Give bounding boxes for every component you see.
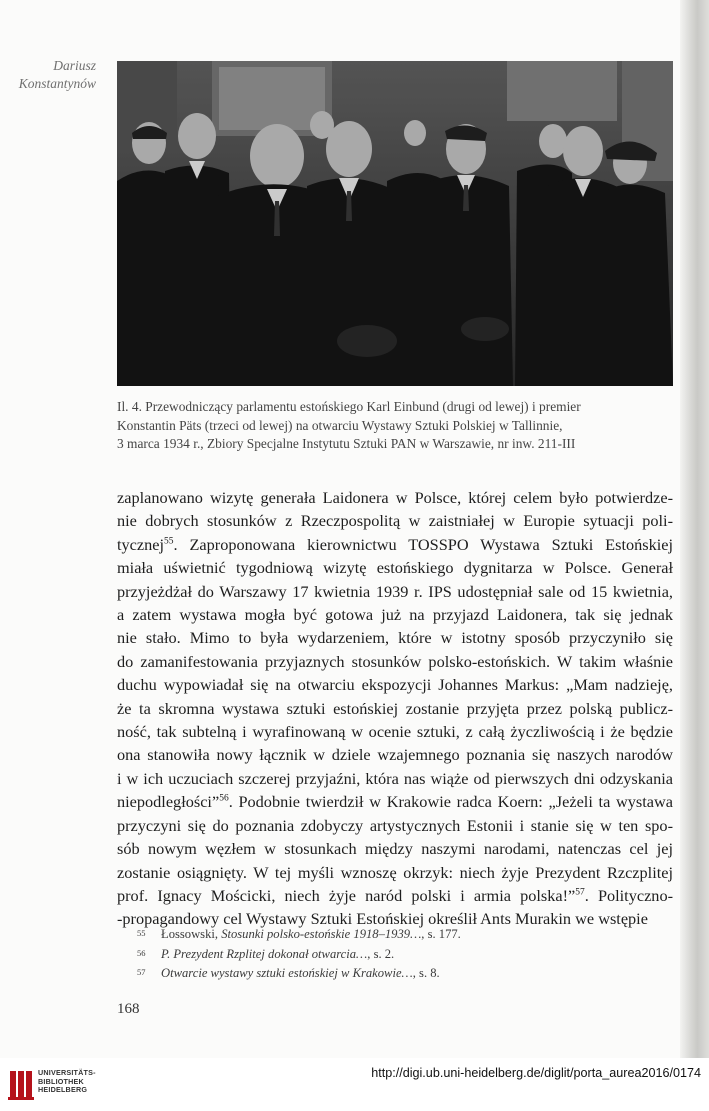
figure-caption — [117, 398, 673, 454]
footnote — [137, 964, 657, 984]
body-line — [117, 626, 673, 649]
caption-line: 3 marca 1934 r., Zbiory Specjalne Instytutu Sztuki PAN w Warszawie, nr inw. 211-III — [117, 436, 576, 451]
footnote-number: 55 — [137, 928, 146, 938]
footnote-title: Otwarcie wystawy sztuki estońskiej w Krakowie… — [161, 966, 413, 980]
body-line-text: niepodległości” — [117, 792, 220, 812]
body-line — [117, 743, 673, 766]
library-logo-icon — [8, 1067, 34, 1103]
body-line-text: tycznej — [117, 534, 165, 554]
footnote-page: , s. 2. — [367, 946, 395, 961]
body-line-text: i w ich uczuciach szczerej przyjaźni, która nas wiąże od pierwszych dni odzyskania — [117, 768, 673, 788]
footnote — [137, 945, 657, 965]
body-line-text: duchu wypowiadał się na otwarciu ekspozycji Johannes Markus: „Mam nadzieję, — [117, 675, 673, 695]
body-line-text: -propagandowy cel Wystawy Sztuki Estońskiej określił Ants Murakin we wstępie — [117, 909, 648, 929]
body-line-text: . Polityczno- — [584, 885, 674, 905]
body-line — [117, 509, 673, 532]
caption-line: Il. 4. Przewodniczący parlamentu estońskiego Karl Einbund (drugi od lewej) i premier — [117, 399, 581, 414]
footnote-page: , s. 8. — [412, 966, 440, 980]
body-line — [117, 673, 673, 696]
body-line-text: . Zaproponowana kierownictwu TOSSPO Wystawa Sztuki Estońskiej — [173, 534, 673, 554]
body-line-text: przyjeżdżał do Warszawy 17 kwietnia 1939 r. IPS udostępniał sale od 15 kwietnia, — [117, 581, 673, 601]
photo-illustration — [117, 61, 673, 386]
running-head — [8, 57, 96, 93]
body-line-text: że ta skromna wystawa sztuki estońskiej zostanie przyjęta przez polską publicz- — [117, 698, 673, 718]
logo-text-line: UNIVERSITÄTS- — [38, 1068, 96, 1077]
body-line — [117, 884, 673, 907]
body-line-text: sób nowym węzłem w stosunkach między naszymi narodami, natenczas cel jej — [117, 839, 673, 859]
body-line — [117, 790, 673, 813]
body-line-text: nie stało. Mimo to była wydarzeniem, które w istotny sposób przyczyniło się — [117, 628, 673, 648]
body-line-text: ona stanowiła nowy łącznik w dziele wzajemnego poznania się naszych narodów — [117, 745, 673, 765]
caption-line: Konstantin Päts (trzeci od lewej) na otwarciu Wystawy Sztuki Polskiej w Tallinnie, — [117, 417, 563, 433]
body-line-text: prof. Ignacy Mościcki, niech żyje naród polski i armia polska!” — [117, 885, 576, 905]
body-line-text: zostanie osiągnięty. W tej myśli wznoszę okrzyk: niech żyje Prezydent Rzczplitej — [117, 862, 673, 882]
page-edge-shadow — [680, 0, 709, 1058]
library-logo-text — [38, 1069, 96, 1095]
body-line-text: zaplanowano wizytę generała Laidonera w Polsce, której celem było potwierdze- — [117, 488, 673, 507]
body-line — [117, 533, 673, 556]
body-paragraph — [117, 486, 673, 931]
page-number: 168 — [117, 1001, 140, 1017]
running-head-author-first: Dariusz — [53, 58, 96, 73]
body-line — [117, 837, 673, 860]
footnote-title: P. Prezydent Rzplitej dokonał otwarcia… — [161, 946, 368, 961]
footnote-author: Łossowski, — [161, 927, 222, 941]
footnote-number: 56 — [137, 947, 146, 958]
footnote-page: , s. 177. — [421, 927, 461, 941]
body-line-text: do zamanifestowania przyjaznych stosunków polsko-estońskich. W takim właśnie — [117, 651, 673, 671]
body-line — [117, 603, 673, 626]
body-line — [117, 814, 673, 837]
body-line — [117, 556, 673, 579]
body-line — [117, 580, 673, 603]
body-line-text: miała uświetnić tygodniową wizytę estońskiego dygnitarza w Polsce. Generał — [117, 558, 673, 578]
footnote-title: Stosunki polsko-estońskie 1918–1939… — [221, 927, 422, 941]
body-line-text: przyczyni się do poznania zdobyczy artystycznych Estonii i stanie się w ten spo- — [117, 815, 673, 835]
logo-text-line: BIBLIOTHEK — [38, 1076, 84, 1086]
body-line — [117, 697, 673, 720]
body-line — [117, 861, 673, 884]
footnote-reference[interactable]: 55 — [164, 536, 174, 547]
footnote-reference[interactable]: 56 — [219, 793, 229, 804]
source-url-link[interactable]: http://digi.ub.uni-heidelberg.de/diglit/porta_aurea2016/0174 — [371, 1066, 701, 1080]
footnote — [137, 925, 657, 945]
body-line-text: a zatem wystawa mogła być gotowa już na przyjazd Laidonera, tak się jednak — [117, 605, 673, 625]
body-line — [117, 720, 673, 743]
footnote-number: 57 — [137, 967, 146, 977]
body-line-text: ność, tak subtelną i wyrafinowaną w ocenie sztuki, z całą życzliwością i że będzie — [117, 722, 673, 742]
footnotes — [137, 925, 657, 984]
body-line — [117, 650, 673, 673]
body-line — [117, 767, 673, 790]
footnote-reference[interactable]: 57 — [575, 887, 585, 898]
running-head-author-last: Konstantynów — [18, 76, 96, 91]
historical-photo — [117, 61, 673, 386]
body-line-text: . Podobnie twierdził w Krakowie radca Koern: „Jeżeli ta wystawa — [228, 792, 673, 812]
body-line-text: nie dobrych stosunków z Rzeczpospolitą w zaistniałej w Europie sytuacji poli- — [117, 511, 673, 531]
body-line — [117, 486, 673, 509]
logo-text-line: HEIDELBERG — [38, 1085, 88, 1095]
